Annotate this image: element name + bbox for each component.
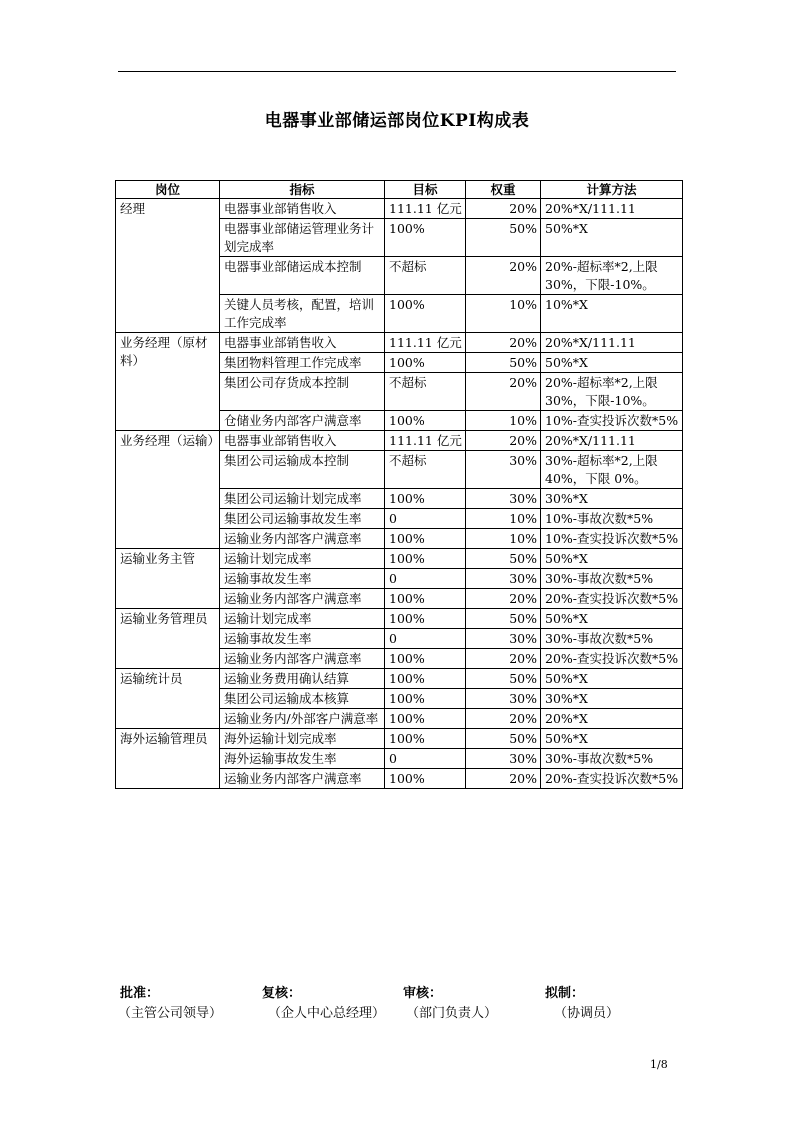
target-cell: 0 bbox=[385, 629, 466, 649]
weight-cell: 20% bbox=[466, 589, 541, 609]
target-cell: 0 bbox=[385, 569, 466, 589]
indicator-cell: 运输业务内部客户满意率 bbox=[220, 649, 385, 669]
weight-cell: 20% bbox=[466, 709, 541, 729]
table-header-row bbox=[116, 181, 683, 199]
target-cell: 不超标 bbox=[385, 373, 466, 411]
target-cell: 111.11 亿元 bbox=[385, 199, 466, 219]
weight-cell: 10% bbox=[466, 509, 541, 529]
position-cell: 运输统计员 bbox=[116, 669, 220, 729]
indicator-cell: 运输业务内部客户满意率 bbox=[220, 769, 385, 789]
target-cell: 0 bbox=[385, 509, 466, 529]
indicator-cell: 运输业务内/外部客户满意率 bbox=[220, 709, 385, 729]
method-cell: 20%*X/111.11 bbox=[541, 431, 683, 451]
indicator-cell: 运输事故发生率 bbox=[220, 629, 385, 649]
indicator-cell: 集团物料管理工作完成率 bbox=[220, 353, 385, 373]
weight-cell: 10% bbox=[466, 295, 541, 333]
table-row bbox=[116, 333, 683, 353]
target-cell: 100% bbox=[385, 669, 466, 689]
header-method: 计算方法 bbox=[541, 181, 683, 199]
target-cell: 100% bbox=[385, 689, 466, 709]
method-cell: 30%*X bbox=[541, 689, 683, 709]
indicator-cell: 电器事业部销售收入 bbox=[220, 431, 385, 451]
table-row bbox=[116, 199, 683, 219]
target-cell: 100% bbox=[385, 769, 466, 789]
method-cell: 20%*X/111.11 bbox=[541, 199, 683, 219]
review1-role: （企人中心总经理） bbox=[268, 1006, 386, 1021]
table-row bbox=[116, 729, 683, 749]
method-cell: 20%*X/111.11 bbox=[541, 333, 683, 353]
indicator-cell: 集团公司运输事故发生率 bbox=[220, 509, 385, 529]
target-cell: 100% bbox=[385, 489, 466, 509]
target-cell: 100% bbox=[385, 609, 466, 629]
indicator-cell: 电器事业部销售收入 bbox=[220, 333, 385, 353]
method-cell: 30%-事故次数*5% bbox=[541, 629, 683, 649]
method-cell: 10%*X bbox=[541, 295, 683, 333]
document-title: 电器事业部储运部岗位KPI构成表 bbox=[264, 111, 530, 131]
target-cell: 100% bbox=[385, 729, 466, 749]
table-body bbox=[116, 199, 683, 789]
method-cell: 20%-超标率*2,上限30%，下限-10%。 bbox=[541, 257, 683, 295]
indicator-cell: 运输计划完成率 bbox=[220, 609, 385, 629]
approve-label: 批准： bbox=[120, 986, 160, 1001]
weight-cell: 50% bbox=[466, 219, 541, 257]
method-cell: 30%-事故次数*5% bbox=[541, 749, 683, 769]
weight-cell: 50% bbox=[466, 609, 541, 629]
target-cell: 100% bbox=[385, 219, 466, 257]
indicator-cell: 集团公司运输成本核算 bbox=[220, 689, 385, 709]
indicator-cell: 集团公司运输成本控制 bbox=[220, 451, 385, 489]
method-cell: 30%*X bbox=[541, 489, 683, 509]
weight-cell: 20% bbox=[466, 333, 541, 353]
weight-cell: 20% bbox=[466, 257, 541, 295]
method-cell: 10%-事故次数*5% bbox=[541, 509, 683, 529]
indicator-cell: 运输计划完成率 bbox=[220, 549, 385, 569]
position-cell: 运输业务管理员 bbox=[116, 609, 220, 669]
method-cell: 50%*X bbox=[541, 549, 683, 569]
method-cell: 20%-查实投诉次数*5% bbox=[541, 769, 683, 789]
indicator-cell: 关键人员考核，配置，培训工作完成率 bbox=[220, 295, 385, 333]
position-cell: 运输业务主管 bbox=[116, 549, 220, 609]
target-cell: 100% bbox=[385, 649, 466, 669]
weight-cell: 20% bbox=[466, 199, 541, 219]
header-target: 目标 bbox=[385, 181, 466, 199]
indicator-cell: 海外运输事故发生率 bbox=[220, 749, 385, 769]
position-cell: 业务经理（运输） bbox=[116, 431, 220, 549]
weight-cell: 20% bbox=[466, 373, 541, 411]
draft-role: （协调员） bbox=[554, 1006, 620, 1021]
weight-cell: 30% bbox=[466, 569, 541, 589]
weight-cell: 50% bbox=[466, 549, 541, 569]
target-cell: 100% bbox=[385, 589, 466, 609]
target-cell: 100% bbox=[385, 709, 466, 729]
indicator-cell: 电器事业部销售收入 bbox=[220, 199, 385, 219]
method-cell: 20%*X bbox=[541, 709, 683, 729]
signature-labels bbox=[120, 982, 680, 1000]
page-number: 1/8 bbox=[650, 1058, 668, 1071]
target-cell: 100% bbox=[385, 295, 466, 333]
method-cell: 50%*X bbox=[541, 353, 683, 373]
table-row bbox=[116, 549, 683, 569]
indicator-cell: 集团公司存货成本控制 bbox=[220, 373, 385, 411]
indicator-cell: 仓储业务内部客户满意率 bbox=[220, 411, 385, 431]
weight-cell: 30% bbox=[466, 451, 541, 489]
table-row bbox=[116, 609, 683, 629]
weight-cell: 50% bbox=[466, 669, 541, 689]
indicator-cell: 运输业务内部客户满意率 bbox=[220, 529, 385, 549]
table-row bbox=[116, 431, 683, 451]
weight-cell: 50% bbox=[466, 729, 541, 749]
weight-cell: 20% bbox=[466, 431, 541, 451]
approve-role: （主管公司领导） bbox=[118, 1006, 223, 1021]
header-position: 岗位 bbox=[116, 181, 220, 199]
target-cell: 100% bbox=[385, 549, 466, 569]
weight-cell: 50% bbox=[466, 353, 541, 373]
method-cell: 50%*X bbox=[541, 729, 683, 749]
indicator-cell: 集团公司运输计划完成率 bbox=[220, 489, 385, 509]
method-cell: 20%-查实投诉次数*5% bbox=[541, 649, 683, 669]
method-cell: 50%*X bbox=[541, 669, 683, 689]
method-cell: 10%-查实投诉次数*5% bbox=[541, 411, 683, 431]
method-cell: 30%-超标率*2,上限40%，下限 0%。 bbox=[541, 451, 683, 489]
method-cell: 30%-事故次数*5% bbox=[541, 569, 683, 589]
weight-cell: 10% bbox=[466, 411, 541, 431]
method-cell: 20%-超标率*2,上限30%，下限-10%。 bbox=[541, 373, 683, 411]
table-row bbox=[116, 669, 683, 689]
indicator-cell: 电器事业部储运管理业务计划完成率 bbox=[220, 219, 385, 257]
draft-label: 拟制： bbox=[545, 986, 585, 1001]
weight-cell: 30% bbox=[466, 689, 541, 709]
review2-label: 审核： bbox=[403, 986, 443, 1001]
position-cell: 业务经理（原材料） bbox=[116, 333, 220, 431]
method-cell: 10%-查实投诉次数*5% bbox=[541, 529, 683, 549]
target-cell: 100% bbox=[385, 353, 466, 373]
kpi-table bbox=[115, 180, 683, 789]
indicator-cell: 运输业务费用确认结算 bbox=[220, 669, 385, 689]
weight-cell: 20% bbox=[466, 769, 541, 789]
target-cell: 不超标 bbox=[385, 257, 466, 295]
indicator-cell: 运输事故发生率 bbox=[220, 569, 385, 589]
target-cell: 0 bbox=[385, 749, 466, 769]
weight-cell: 20% bbox=[466, 649, 541, 669]
indicator-cell: 电器事业部储运成本控制 bbox=[220, 257, 385, 295]
method-cell: 50%*X bbox=[541, 219, 683, 257]
weight-cell: 10% bbox=[466, 529, 541, 549]
header-weight: 权重 bbox=[466, 181, 541, 199]
method-cell: 50%*X bbox=[541, 609, 683, 629]
review2-role: （部门负责人） bbox=[406, 1006, 498, 1021]
indicator-cell: 运输业务内部客户满意率 bbox=[220, 589, 385, 609]
target-cell: 111.11 亿元 bbox=[385, 333, 466, 353]
weight-cell: 30% bbox=[466, 749, 541, 769]
weight-cell: 30% bbox=[466, 489, 541, 509]
header-rule bbox=[118, 71, 676, 72]
review1-label: 复核： bbox=[262, 986, 302, 1001]
header-indicator: 指标 bbox=[220, 181, 385, 199]
indicator-cell: 海外运输计划完成率 bbox=[220, 729, 385, 749]
weight-cell: 30% bbox=[466, 629, 541, 649]
target-cell: 100% bbox=[385, 529, 466, 549]
signature-roles bbox=[118, 1002, 678, 1020]
target-cell: 100% bbox=[385, 411, 466, 431]
target-cell: 111.11 亿元 bbox=[385, 431, 466, 451]
position-cell: 经理 bbox=[116, 199, 220, 333]
position-cell: 海外运输管理员 bbox=[116, 729, 220, 789]
target-cell: 不超标 bbox=[385, 451, 466, 489]
method-cell: 20%-查实投诉次数*5% bbox=[541, 589, 683, 609]
